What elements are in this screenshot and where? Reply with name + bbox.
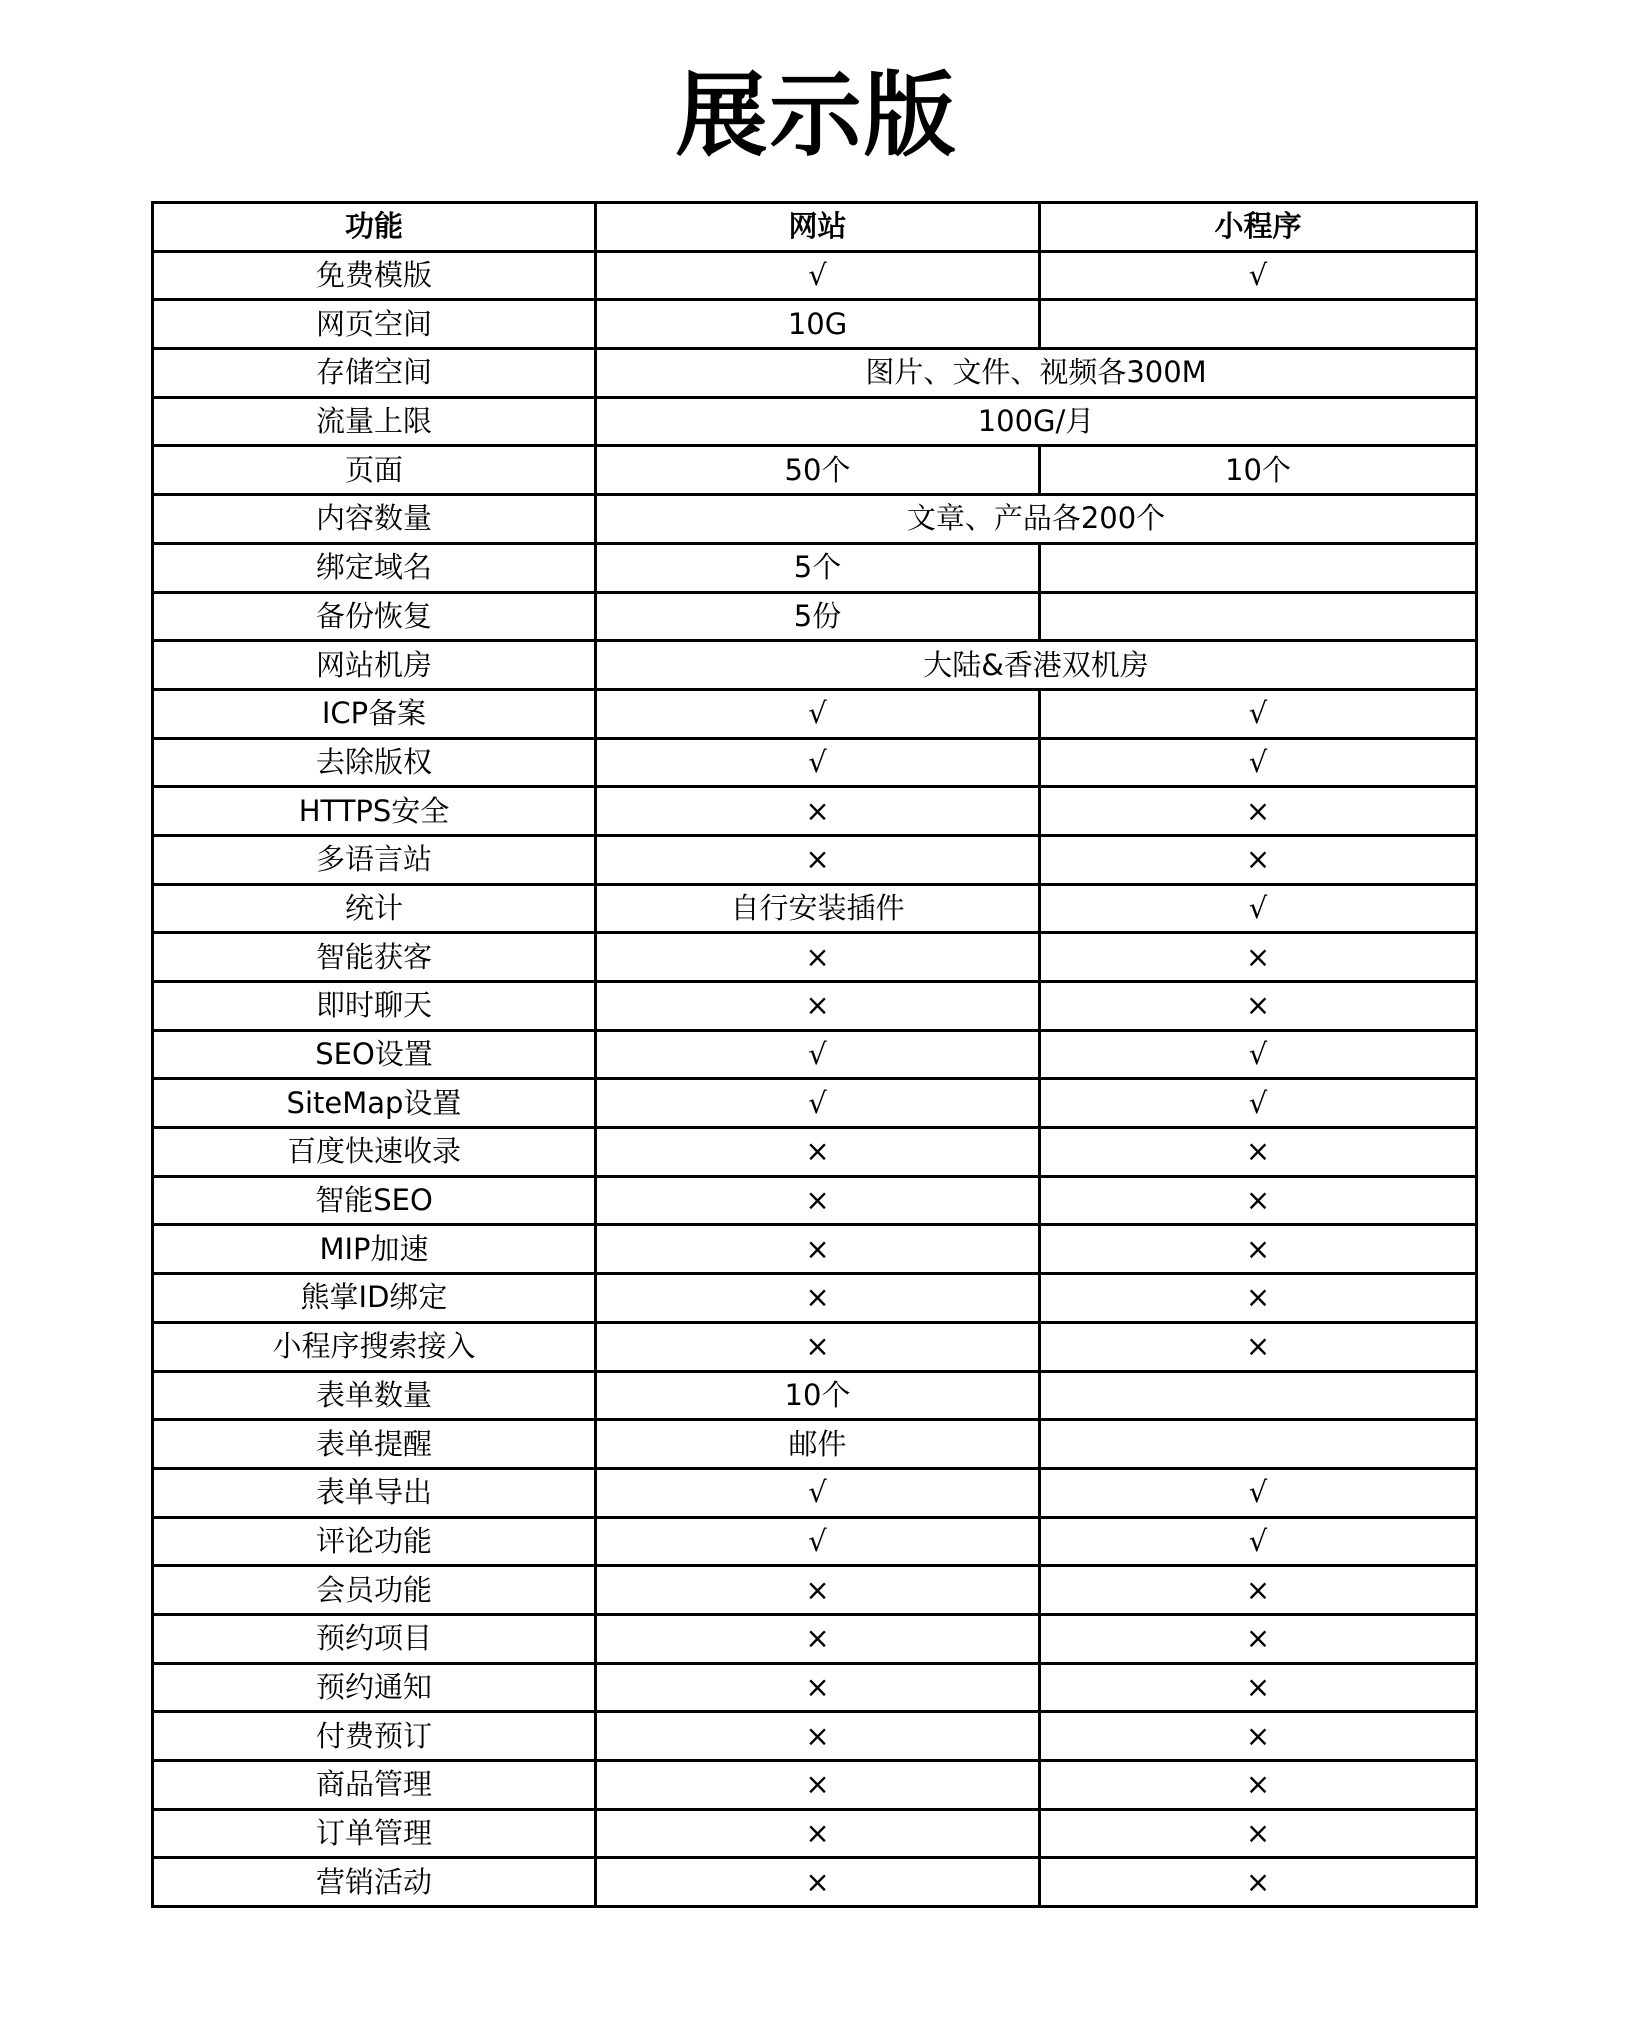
website-cell: 50个 [596,446,1040,495]
merged-cell: 大陆&香港双机房 [596,641,1477,690]
table-row [153,1079,1477,1128]
table-row [153,835,1477,884]
miniprogram-cell: √ [1040,689,1477,738]
table-row [153,1517,1477,1566]
table-row [153,1712,1477,1761]
header-feature: 功能 [153,203,596,252]
feature-cell: 商品管理 [153,1761,596,1810]
table-row [153,1566,1477,1615]
website-cell: √ [596,1030,1040,1079]
website-cell: 自行安装插件 [596,884,1040,933]
website-cell: × [596,1712,1040,1761]
feature-cell: 流量上限 [153,397,596,446]
feature-cell: 营销活动 [153,1858,596,1907]
miniprogram-cell: × [1040,1176,1477,1225]
website-cell: × [596,835,1040,884]
table-row [153,884,1477,933]
feature-cell: 表单提醒 [153,1420,596,1469]
website-cell: √ [596,251,1040,300]
feature-cell: 多语言站 [153,835,596,884]
website-cell: × [596,933,1040,982]
merged-cell: 图片、文件、视频各300M [596,349,1477,398]
table-row [153,1176,1477,1225]
website-cell: √ [596,738,1040,787]
feature-cell: 付费预订 [153,1712,596,1761]
website-cell: × [596,1761,1040,1810]
feature-cell: 会员功能 [153,1566,596,1615]
feature-cell: 表单导出 [153,1468,596,1517]
table-row [153,1468,1477,1517]
table-row [153,933,1477,982]
feature-cell: 评论功能 [153,1517,596,1566]
miniprogram-cell: × [1040,1614,1477,1663]
website-cell: × [596,1225,1040,1274]
feature-cell: 网站机房 [153,641,596,690]
miniprogram-cell: 10个 [1040,446,1477,495]
table-row [153,251,1477,300]
empty-cell [1040,543,1477,592]
website-cell: 5份 [596,592,1040,641]
table-row [153,1761,1477,1810]
feature-cell: 绑定域名 [153,543,596,592]
miniprogram-cell: × [1040,1809,1477,1858]
website-cell: √ [596,689,1040,738]
miniprogram-cell: × [1040,835,1477,884]
feature-cell: SiteMap设置 [153,1079,596,1128]
feature-cell: 统计 [153,884,596,933]
header-website: 网站 [596,203,1040,252]
miniprogram-cell: × [1040,1225,1477,1274]
table-row [153,543,1477,592]
feature-cell: 熊掌ID绑定 [153,1274,596,1323]
empty-cell [1040,1371,1477,1420]
feature-cell: 预约通知 [153,1663,596,1712]
website-cell: √ [596,1468,1040,1517]
feature-cell: 智能获客 [153,933,596,982]
website-cell: × [596,1566,1040,1615]
feature-cell: 即时聊天 [153,982,596,1031]
miniprogram-cell: × [1040,1761,1477,1810]
table-row [153,1809,1477,1858]
miniprogram-cell: √ [1040,1030,1477,1079]
website-cell: 10个 [596,1371,1040,1420]
feature-cell: 免费模版 [153,251,596,300]
website-cell: 10G [596,300,1040,349]
miniprogram-cell: × [1040,1128,1477,1177]
feature-cell: 小程序搜索接入 [153,1322,596,1371]
table-row [153,787,1477,836]
website-cell: × [596,787,1040,836]
table-row [153,300,1477,349]
table-row [153,397,1477,446]
feature-cell: MIP加速 [153,1225,596,1274]
page-title: 展示版 [675,62,958,169]
miniprogram-cell: × [1040,933,1477,982]
website-cell: × [596,1614,1040,1663]
website-cell: 5个 [596,543,1040,592]
feature-comparison-table [151,201,1478,1908]
empty-cell [1040,1420,1477,1469]
feature-cell: ICP备案 [153,689,596,738]
website-cell: × [596,1176,1040,1225]
table-row [153,495,1477,544]
website-cell: √ [596,1079,1040,1128]
table-row [153,349,1477,398]
table-row [153,738,1477,787]
table-row [153,1663,1477,1712]
miniprogram-cell: √ [1040,738,1477,787]
miniprogram-cell: √ [1040,1079,1477,1128]
miniprogram-cell: √ [1040,1468,1477,1517]
miniprogram-cell: √ [1040,884,1477,933]
merged-cell: 100G/月 [596,397,1477,446]
website-cell: √ [596,1517,1040,1566]
table-row [153,1322,1477,1371]
miniprogram-cell: × [1040,787,1477,836]
table-row [153,982,1477,1031]
miniprogram-cell: × [1040,1322,1477,1371]
website-cell: 邮件 [596,1420,1040,1469]
header-miniprogram: 小程序 [1040,203,1477,252]
table-row [153,1858,1477,1907]
website-cell: × [596,1663,1040,1712]
feature-cell: 内容数量 [153,495,596,544]
feature-cell: SEO设置 [153,1030,596,1079]
merged-cell: 文章、产品各200个 [596,495,1477,544]
feature-cell: 网页空间 [153,300,596,349]
table-row [153,1225,1477,1274]
table-row [153,592,1477,641]
feature-cell: HTTPS安全 [153,787,596,836]
miniprogram-cell: × [1040,1712,1477,1761]
table-row [153,689,1477,738]
miniprogram-cell: √ [1040,1517,1477,1566]
table-header-row [153,203,1477,252]
miniprogram-cell: √ [1040,251,1477,300]
feature-cell: 百度快速收录 [153,1128,596,1177]
empty-cell [1040,300,1477,349]
website-cell: × [596,1858,1040,1907]
table-row [153,1614,1477,1663]
website-cell: × [596,1809,1040,1858]
miniprogram-cell: × [1040,1274,1477,1323]
table-row [153,446,1477,495]
table-row [153,1030,1477,1079]
table-row [153,1420,1477,1469]
feature-cell: 表单数量 [153,1371,596,1420]
table-row [153,1371,1477,1420]
feature-cell: 存储空间 [153,349,596,398]
miniprogram-cell: × [1040,1566,1477,1615]
miniprogram-cell: × [1040,982,1477,1031]
miniprogram-cell: × [1040,1663,1477,1712]
table-row [153,1274,1477,1323]
website-cell: × [596,1322,1040,1371]
miniprogram-cell: × [1040,1858,1477,1907]
feature-cell: 订单管理 [153,1809,596,1858]
website-cell: × [596,982,1040,1031]
table-row [153,641,1477,690]
feature-cell: 预约项目 [153,1614,596,1663]
website-cell: × [596,1128,1040,1177]
website-cell: × [596,1274,1040,1323]
feature-cell: 备份恢复 [153,592,596,641]
feature-cell: 页面 [153,446,596,495]
feature-cell: 去除版权 [153,738,596,787]
feature-cell: 智能SEO [153,1176,596,1225]
table-row [153,1128,1477,1177]
empty-cell [1040,592,1477,641]
